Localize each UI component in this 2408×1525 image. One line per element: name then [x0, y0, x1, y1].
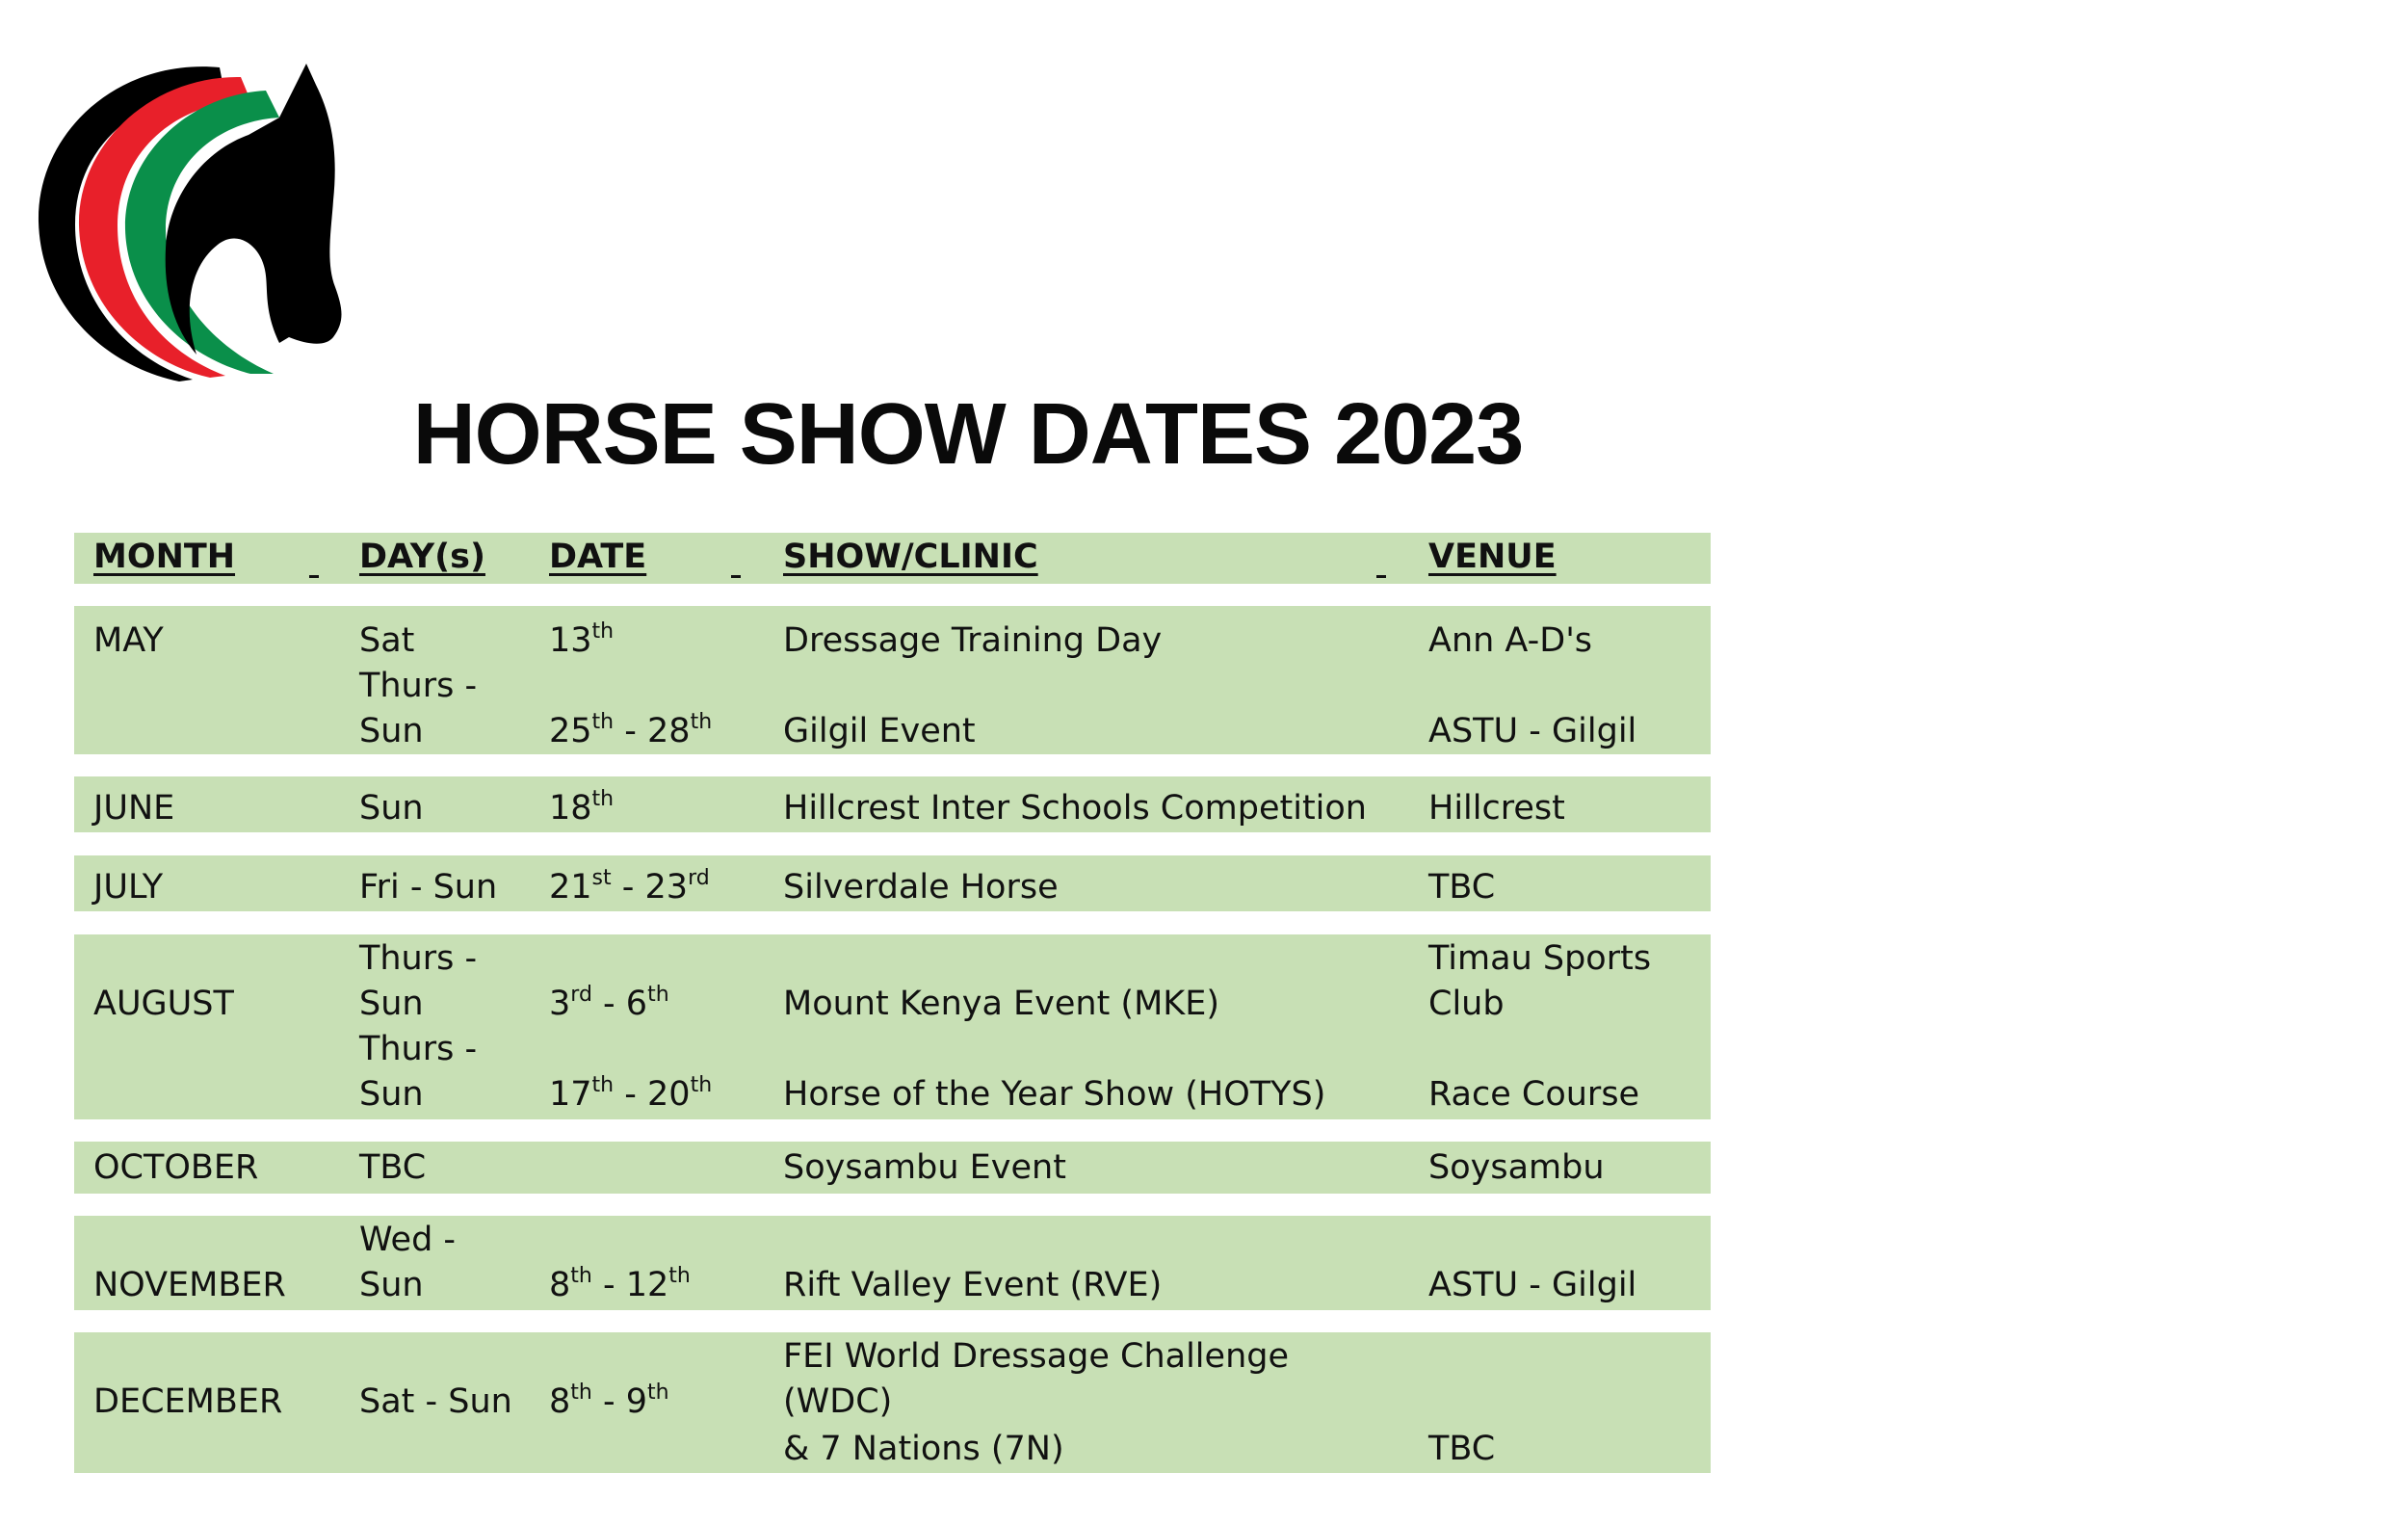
venue-cell: Race Course	[1428, 1075, 1640, 1114]
date-cell: 13th	[549, 619, 615, 660]
day-cell: Fri - Sun	[359, 868, 498, 907]
page-title: HORSE SHOW DATES 2023	[412, 386, 1524, 483]
table-row-november	[74, 1216, 1711, 1310]
month-cell: MAY	[93, 621, 164, 660]
header-venue: VENUE	[1428, 538, 1557, 576]
day-cell: Sun	[359, 985, 424, 1023]
date-cell: 3rd - 6th	[549, 983, 669, 1023]
header-days: DAY(s)	[359, 538, 485, 576]
show-cell: Rift Valley Event (RVE)	[783, 1266, 1163, 1304]
show-cell: Gilgil Event	[783, 712, 976, 750]
horse-head-logo	[27, 56, 345, 393]
show-cell: Hillcrest Inter Schools Competition	[783, 789, 1367, 828]
venue-cell: Club	[1428, 985, 1505, 1023]
day-cell: Sat	[359, 621, 415, 660]
venue-cell: Timau Sports	[1428, 939, 1652, 978]
venue-cell: ASTU - Gilgil	[1428, 712, 1637, 750]
table-row-june	[74, 776, 1711, 832]
header-show: SHOW/CLINIC	[783, 538, 1038, 576]
table-row-october	[74, 1142, 1711, 1194]
day-cell: Wed -	[359, 1221, 457, 1259]
table-row-august	[74, 934, 1711, 1119]
day-cell: Sun	[359, 1075, 424, 1114]
venue-cell: Hillcrest	[1428, 789, 1565, 828]
show-cell: Silverdale Horse	[783, 868, 1059, 907]
show-cell: Dressage Training Day	[783, 621, 1163, 660]
table-row-july	[74, 855, 1711, 911]
month-cell: DECEMBER	[93, 1382, 283, 1421]
month-cell: JUNE	[93, 789, 175, 828]
show-cell: Mount Kenya Event (MKE)	[783, 985, 1220, 1023]
venue-cell: ASTU - Gilgil	[1428, 1266, 1637, 1304]
day-cell: Thurs -	[359, 939, 478, 978]
day-cell: Thurs -	[359, 667, 478, 705]
day-cell: Sat - Sun	[359, 1382, 512, 1421]
header-date: DATE	[549, 538, 647, 576]
date-cell: 8th - 9th	[549, 1380, 669, 1421]
show-cell: Soysambu Event	[783, 1148, 1066, 1187]
table-header-row	[74, 533, 1711, 584]
month-cell: AUGUST	[93, 985, 234, 1023]
month-cell: NOVEMBER	[93, 1266, 286, 1304]
date-cell: 18th	[549, 787, 615, 828]
venue-cell: Ann A-D's	[1428, 621, 1593, 660]
venue-cell: TBC	[1428, 868, 1496, 907]
date-cell: 25th - 28th	[549, 710, 713, 750]
show-cell: & 7 Nations (7N)	[783, 1430, 1064, 1468]
month-cell: OCTOBER	[93, 1148, 259, 1187]
show-cell: FEI World Dressage Challenge	[783, 1337, 1289, 1376]
venue-cell: Soysambu	[1428, 1148, 1605, 1187]
day-cell: Sun	[359, 1266, 424, 1304]
date-cell: 21st - 23rd	[549, 866, 710, 907]
table-row-december	[74, 1332, 1711, 1473]
day-cell: Sun	[359, 789, 424, 828]
date-cell: 17th - 20th	[549, 1073, 713, 1114]
show-cell: (WDC)	[783, 1382, 893, 1421]
table-row-may	[74, 606, 1711, 754]
month-cell: JULY	[93, 868, 164, 907]
show-cell: Horse of the Year Show (HOTYS)	[783, 1075, 1326, 1114]
venue-cell: TBC	[1428, 1430, 1496, 1468]
day-cell: Sun	[359, 712, 424, 750]
day-cell: TBC	[359, 1148, 427, 1187]
header-month: MONTH	[93, 538, 236, 576]
day-cell: Thurs -	[359, 1030, 478, 1068]
date-cell: 8th - 12th	[549, 1264, 691, 1304]
